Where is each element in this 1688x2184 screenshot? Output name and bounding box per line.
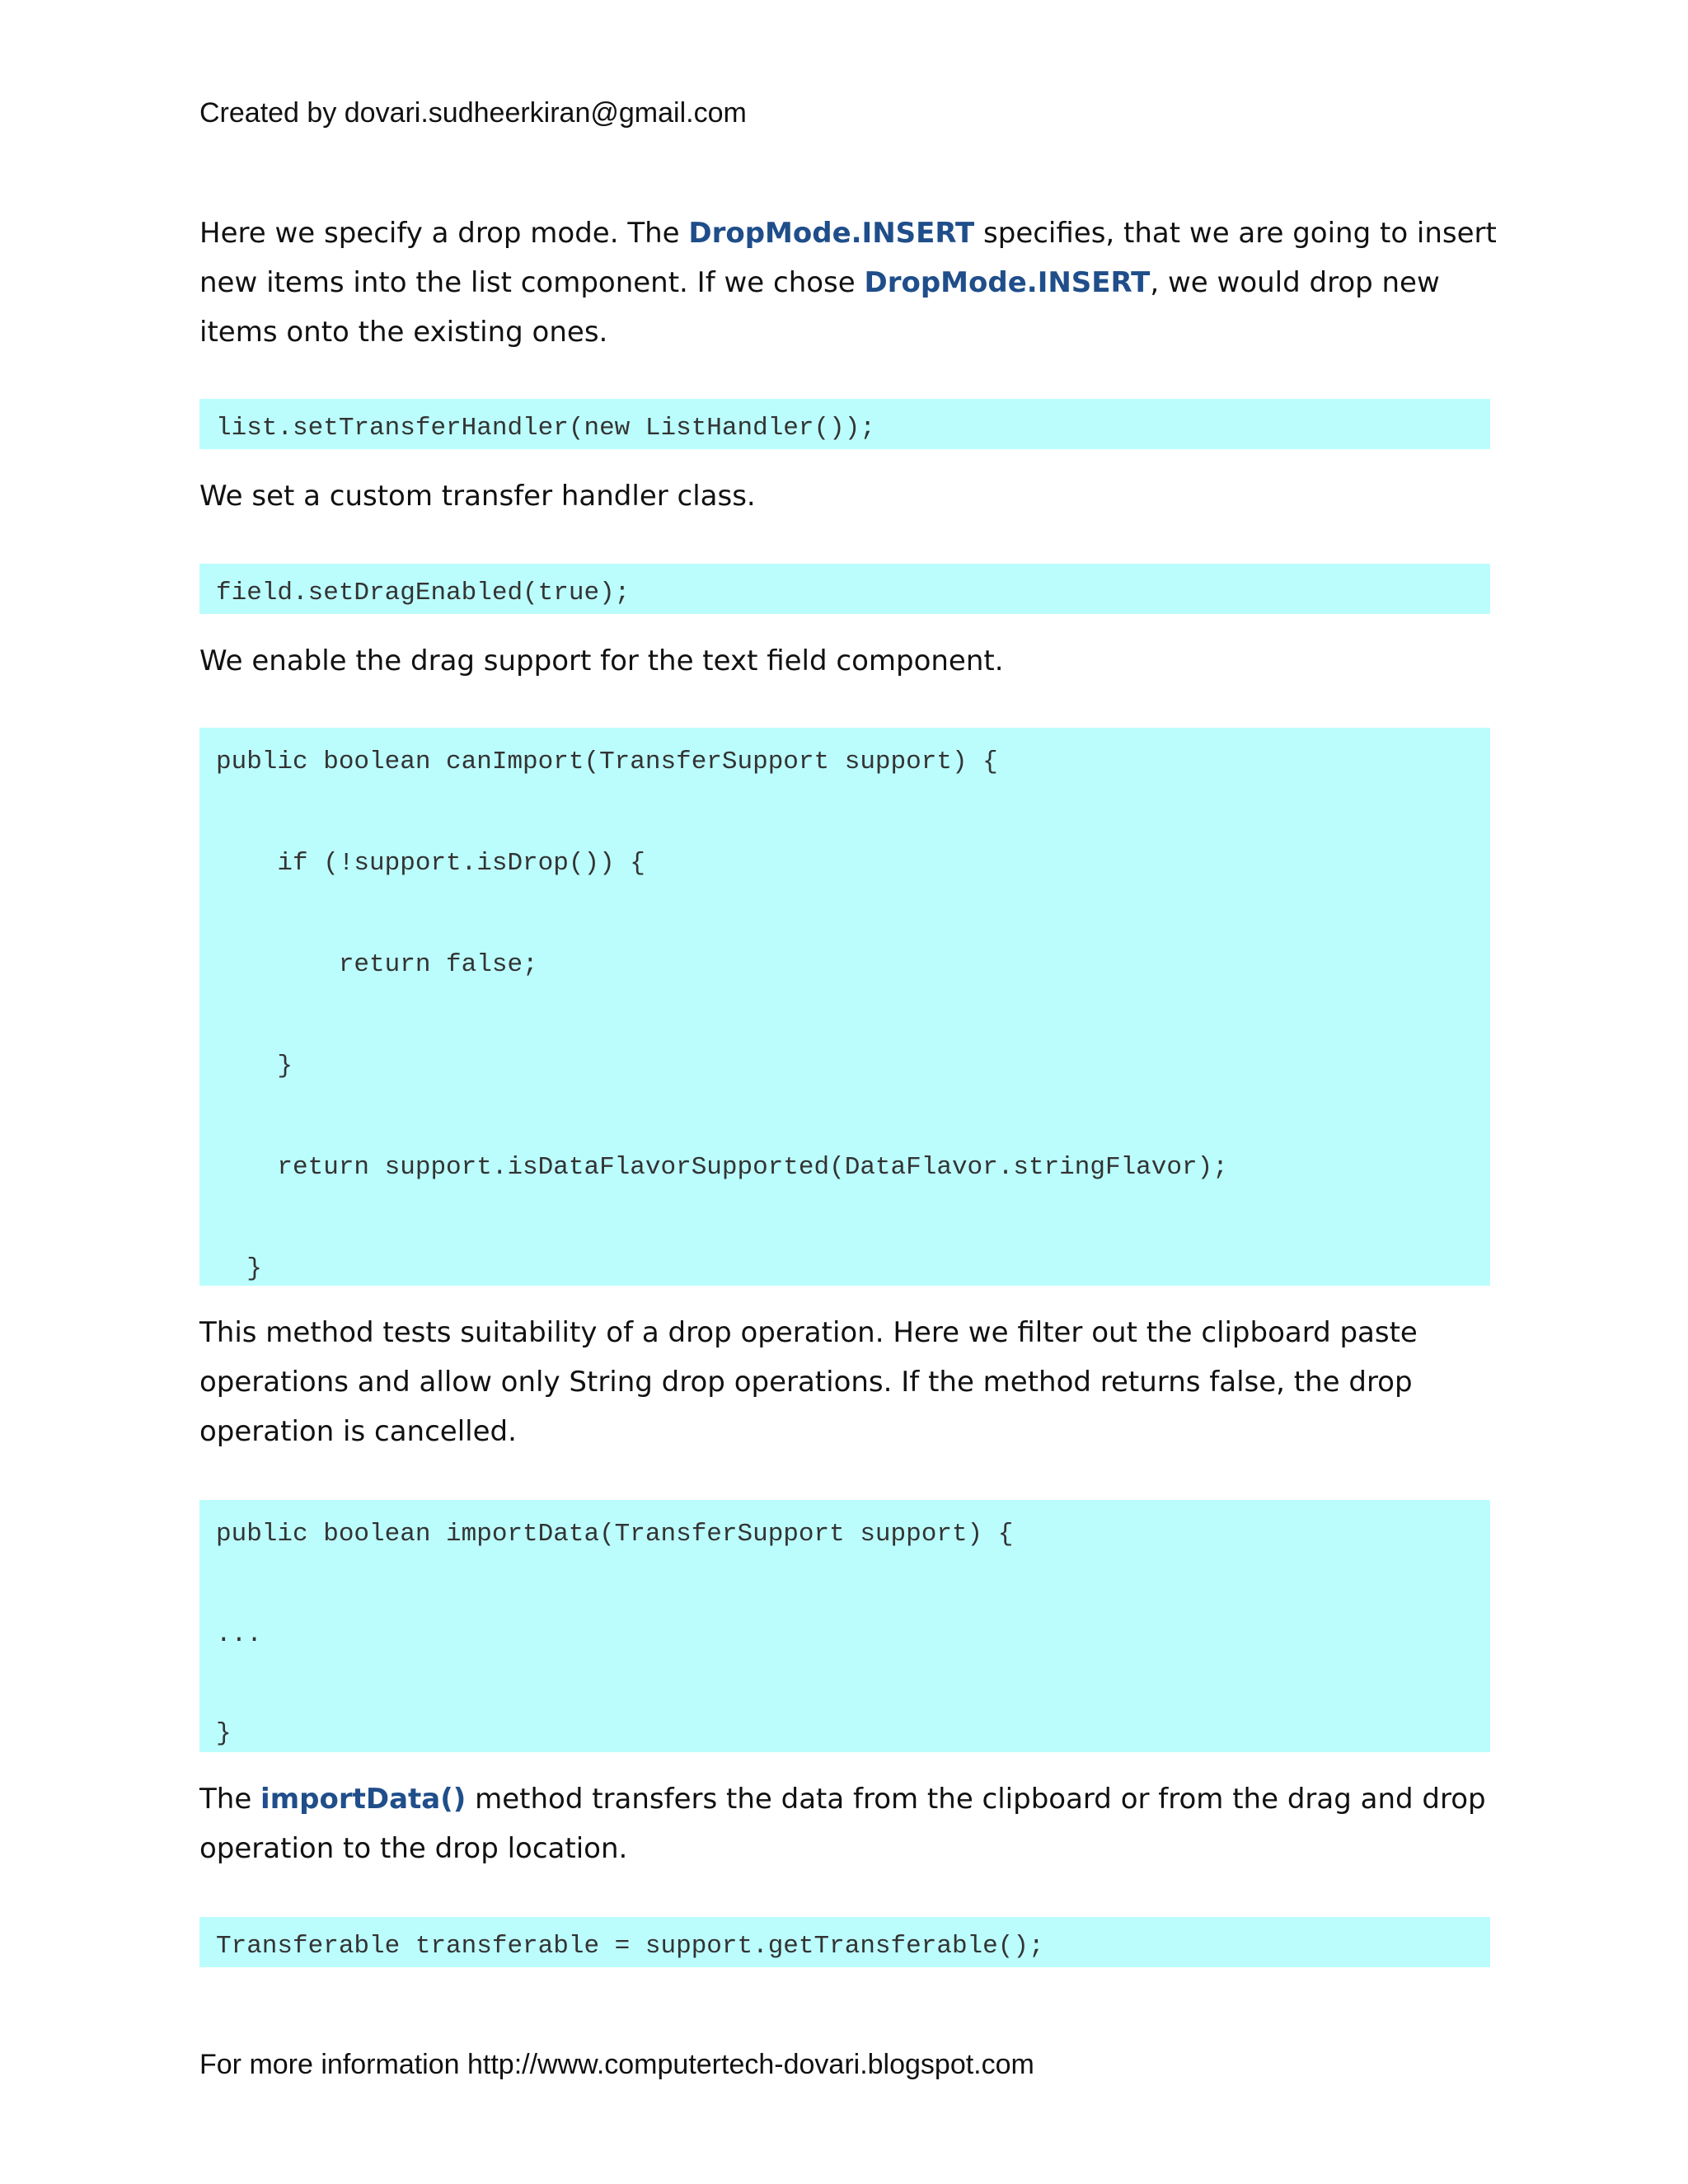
paragraph-can-import-desc: This method tests suitability of a drop operation. Here we filter out the clipboard paste operations and allow only String drop operations. If the method returns false, the drop operation is cancelled. <box>199 1316 1418 1448</box>
text: specifies, that we are going to insert new items into the list component. If we chose <box>199 217 1497 299</box>
paragraph-drop-mode <box>199 209 1502 357</box>
page-footer: For more information http://www.computertech-dovari.blogspot.com <box>199 2049 1034 2080</box>
paragraph-drag-support: We enable the drag support for the text field component. <box>199 644 1004 677</box>
code-line: list.setTransferHandler(new ListHandler()); <box>216 414 875 443</box>
code-line: public boolean canImport(TransferSupport support) { <box>216 748 998 776</box>
text: , we would drop new items onto the existing ones. <box>199 266 1440 349</box>
highlight-dropmode-insert: DropMode.INSERT <box>688 217 975 250</box>
code-line: if (!support.isDrop()) { <box>216 849 645 878</box>
page-header: Created by dovari.sudheerkiran@gmail.com <box>199 97 747 129</box>
code-line: } <box>216 1719 232 1748</box>
code-line: } <box>216 1254 262 1283</box>
code-line: field.setDragEnabled(true); <box>216 579 631 607</box>
code-block-transfer-handler <box>199 399 1490 449</box>
code-line: return false; <box>216 950 538 979</box>
code-line: return support.isDataFlavorSupported(DataFlavor.stringFlavor); <box>216 1153 1228 1182</box>
code-block-transferable <box>199 1917 1490 1967</box>
text: The <box>199 1783 261 1816</box>
paragraph-import-data-desc <box>199 1774 1502 1873</box>
highlight-import-data: importData() <box>260 1783 467 1816</box>
code-line: } <box>216 1052 293 1080</box>
code-block-can-import <box>199 728 1490 1286</box>
code-line: public boolean importData(TransferSupport support) { <box>216 1520 1014 1549</box>
code-line: Transferable transferable = support.getTransferable(); <box>216 1932 1044 1961</box>
text: method transfers the data from the clipboard or from the drag and drop operation to the drop location. <box>199 1783 1486 1865</box>
code-block-drag-enabled <box>199 564 1490 614</box>
highlight-dropmode-insert: DropMode.INSERT <box>864 266 1151 299</box>
paragraph-custom-handler: We set a custom transfer handler class. <box>199 480 756 513</box>
text: Here we specify a drop mode. The <box>199 217 689 250</box>
code-block-import-data <box>199 1500 1490 1752</box>
code-line: ... <box>216 1620 262 1649</box>
